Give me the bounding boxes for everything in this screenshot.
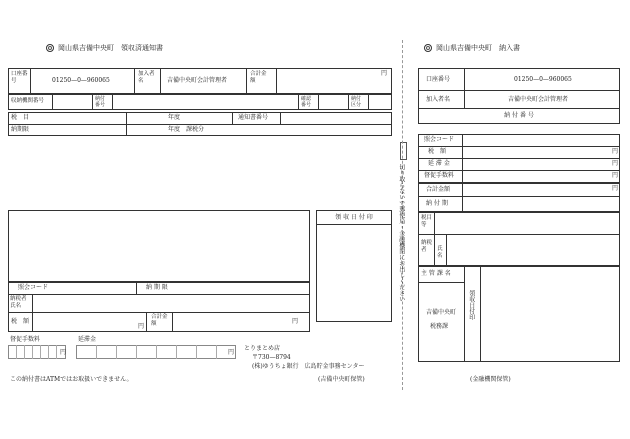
right-late-fee-yen: 円 bbox=[612, 160, 619, 167]
right-supervisor-label: 主 管 課 名 bbox=[421, 270, 451, 277]
left-year-label: 年度 bbox=[168, 114, 181, 121]
left-subscriber: 吉備中央町会計管理者 bbox=[167, 77, 228, 84]
late-fee-yen: 円 bbox=[228, 349, 235, 356]
right-due-label: 納 付 期 bbox=[426, 200, 448, 207]
right-keeper: (金融機関保管) bbox=[470, 376, 511, 383]
right-payer-label: 納税者 bbox=[421, 240, 433, 254]
right-total-label: 合計金額 bbox=[426, 186, 451, 193]
left-late-fee-label: 延滞金 bbox=[78, 336, 97, 343]
left-subscriber-label: 加入者名 bbox=[138, 71, 155, 85]
bank-name: (株)ゆうちょ銀行 広島貯金事務センター bbox=[252, 363, 365, 370]
right-dept: 税務課 bbox=[430, 323, 449, 330]
year-division-label: 年度 課税分 bbox=[168, 126, 205, 133]
left-title: 岡山県吉備中央町 領収済通知書 bbox=[58, 44, 163, 52]
left-total-yen: 円 bbox=[381, 70, 388, 77]
left-amount-label: 税 額 bbox=[11, 318, 30, 325]
left-tax-item-label: 税 目 bbox=[11, 114, 30, 121]
right-ref-code-label: 照会コード bbox=[424, 136, 455, 143]
left-account-number: 01250—0—960065 bbox=[52, 77, 110, 84]
right-payer-table bbox=[418, 212, 620, 266]
right-account-number: 01250—0—960065 bbox=[514, 76, 572, 83]
town-emblem-icon-right bbox=[424, 44, 432, 52]
left-payer-label: 納税者氏名 bbox=[10, 296, 27, 310]
left-surcharge-label: 督促手数料 bbox=[10, 336, 41, 343]
right-town: 吉備中央町 bbox=[426, 309, 457, 316]
left-total-yen-2: 円 bbox=[292, 318, 299, 325]
town-emblem-icon bbox=[46, 44, 54, 52]
right-stamp-label: 領収日付印 bbox=[467, 290, 475, 320]
right-subscriber-label: 加入者名 bbox=[426, 96, 451, 103]
left-payment-no-label: 納付番号 bbox=[95, 96, 106, 108]
surcharge-yen: 円 bbox=[60, 349, 67, 356]
left-total-label-2: 合計金額 bbox=[151, 314, 168, 328]
cut-note: 切り取らないで郵便局・金融機関にお出しください bbox=[397, 164, 405, 302]
right-payment-no-label: 納 付 番 号 bbox=[504, 112, 534, 119]
right-account-label: 口座番号 bbox=[426, 76, 451, 83]
left-account-label: 口座番号 bbox=[11, 71, 28, 85]
atm-note: この納付書はATMではお取扱いできません。 bbox=[10, 376, 133, 383]
left-due-label: 納 期 限 bbox=[146, 284, 168, 291]
right-total-yen: 円 bbox=[612, 185, 619, 192]
right-late-fee-label: 延 滞 金 bbox=[428, 160, 450, 167]
left-ref-code-label: 照会コード bbox=[18, 284, 49, 291]
right-tax-item-label: 税目等 bbox=[421, 215, 433, 229]
right-surcharge-yen: 円 bbox=[612, 172, 619, 179]
payment-class-label: 納付区分 bbox=[351, 96, 362, 108]
left-stamp-box bbox=[316, 210, 392, 322]
left-middle-area bbox=[8, 210, 310, 282]
left-total-label: 合計金額 bbox=[250, 71, 267, 85]
left-codes-row bbox=[8, 94, 392, 110]
store-label: とりまとめ店 bbox=[244, 345, 281, 352]
confirm-no-label: 確認番号 bbox=[301, 96, 312, 108]
right-tax-yen: 円 bbox=[612, 148, 619, 155]
notice-no-label: 通知書番号 bbox=[238, 114, 269, 121]
bank-code-label: 収納機関番号 bbox=[11, 98, 45, 104]
left-keeper: (吉備中央町保管) bbox=[318, 376, 365, 383]
right-surcharge-label: 督促手数料 bbox=[424, 172, 455, 179]
right-tax-amount-label: 税 額 bbox=[428, 148, 447, 155]
left-stamp-label: 領 収 日 付 印 bbox=[335, 214, 373, 221]
postal-code: 〒730—8794 bbox=[252, 354, 291, 361]
left-amount-yen: 円 bbox=[138, 323, 145, 330]
deadline-label: 納期限 bbox=[11, 126, 30, 133]
right-title: 岡山県吉備中央町 納入書 bbox=[436, 44, 520, 52]
right-name-label: 氏名 bbox=[437, 246, 443, 260]
right-subscriber: 吉備中央町会計管理者 bbox=[508, 96, 569, 103]
